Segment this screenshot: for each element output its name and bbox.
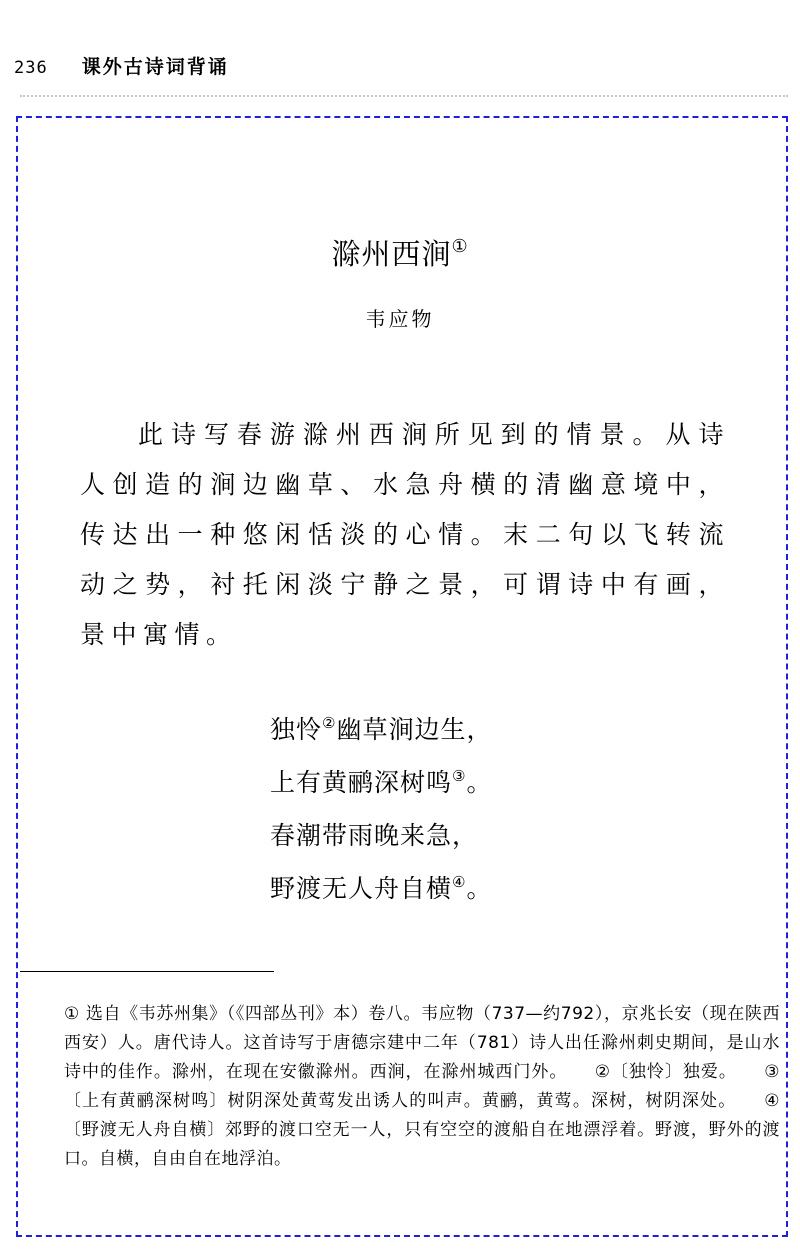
poem-line-text: 上有黄鹂深树鸣	[270, 768, 453, 797]
poem-line-text: 幽草涧边生，	[336, 715, 493, 744]
poem-title	[0, 232, 800, 273]
footnote-marker: ④	[452, 873, 467, 891]
poem-body	[270, 700, 492, 912]
footnote-marker: ③	[452, 767, 467, 785]
poem-line	[270, 753, 492, 806]
page-header	[14, 52, 229, 82]
poem-line-text: 。	[466, 768, 493, 797]
poem-author: 韦应物	[365, 307, 435, 331]
page-number: 236	[14, 58, 48, 78]
intro-paragraph: 此诗写春游滁州西涧所见到的情景。从诗人创造的涧边幽草、水急舟横的清幽意境中，传达出一种悠闲恬淡的心情。末二句以飞转流动之势，衬托闲淡宁静之景，可谓诗中有画，景中寓情。	[80, 420, 730, 649]
poem-line	[270, 700, 492, 753]
footnote-marker: ②	[322, 714, 337, 732]
poem-line-text: 春潮带雨晚来急，	[270, 821, 479, 850]
poem-title-text: 滁州西涧	[331, 237, 452, 271]
running-title: 课外古诗词背诵	[81, 56, 229, 78]
footnote-rule	[20, 971, 274, 972]
poem-line-text: 野渡无人舟自横	[270, 874, 453, 903]
footnote-marker-1: ①	[451, 236, 469, 257]
poem-line	[270, 859, 492, 912]
footnotes: ① 选自《韦苏州集》（《四部丛刊》本）卷八。韦应物（737—约792），京兆长安（现在陕西西安）人。唐代诗人。这首诗写于唐德宗建中二年（781）诗人出任滁州刺史期间，是山水诗中的佳作。滁州，在现在安徽滁州。西涧，在滁州城西门外。 ②〔独怜〕独爱。 ③〔上有黄鹂深树鸣〕树阴深处黄莺发出诱人的叫声。黄鹂，黄莺。深树，树阴深处。 ④〔野渡无人舟自横〕郊野的渡口空无一人，只有空空的渡船自在地漂浮着。野渡，野外的渡口。自横，自由自在地浮泊。	[64, 1004, 780, 1169]
poem-line	[270, 806, 492, 859]
header-divider	[20, 95, 788, 97]
poem-line-text: 。	[466, 874, 493, 903]
poem-line-text: 独怜	[270, 715, 323, 744]
